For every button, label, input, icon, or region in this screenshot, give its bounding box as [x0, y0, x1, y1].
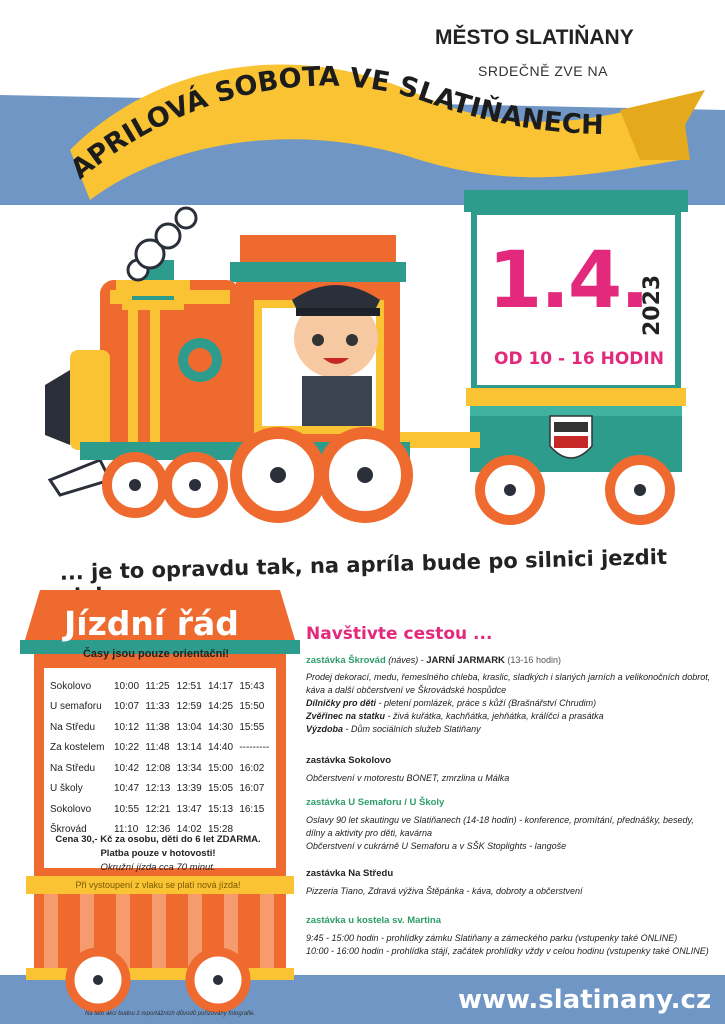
timetable-note: Časy jsou pouze orientační! — [82, 648, 230, 660]
departure-time: 13:04 — [176, 721, 202, 733]
departure-time: 11:33 — [145, 701, 170, 713]
city-name: MĚSTO SLATIŇANY — [435, 26, 634, 49]
boy-conductor-icon — [292, 285, 380, 426]
departure-time: 15:55 — [239, 721, 265, 733]
timetable-table — [48, 676, 274, 840]
timetable-row — [48, 676, 274, 697]
timetable-row — [48, 758, 274, 779]
departure-time: 12:36 — [145, 824, 171, 836]
timetable-row — [48, 738, 274, 759]
stop-name: U školy — [50, 783, 83, 795]
timetable-row — [48, 717, 274, 738]
stop-title: zastávka u kostela sv. Martina — [306, 915, 441, 926]
departure-time: 12:08 — [145, 762, 171, 774]
departure-time: 14:30 — [207, 721, 234, 733]
stop-title: zastávka Škrovád — [306, 655, 386, 666]
stop-na-stredu: zastávka Na Středu Pizzeria Tiano, Zdravá výživa Štěpánka - káva, dobroty a občerstvení — [306, 867, 711, 898]
departure-time: 13:47 — [176, 803, 202, 815]
website-link[interactable]: www.slatinany.cz — [458, 985, 712, 1015]
visit-heading: Navštivte cestou ... — [306, 624, 493, 644]
departure-time: 12:51 — [176, 680, 202, 692]
tagline: ... je to opravdu tak, na apríla bude po silnici jezdit — [59, 544, 668, 585]
town-crest-icon — [550, 416, 592, 458]
departure-time: 14:17 — [207, 680, 234, 692]
stop-sokolovo: zastávka Sokolovo Občerstvení v motorestu BONET, zmrzlina u Málka — [306, 754, 711, 785]
stop-name: U semaforu — [50, 701, 102, 713]
stop-name: Sokolovo — [50, 803, 92, 815]
departure-time: 10:42 — [114, 762, 140, 774]
departure-time: 15:00 — [207, 762, 234, 774]
departure-time: 10:47 — [114, 783, 140, 795]
departure-time: 14:40 — [207, 742, 234, 754]
price-info: Cena 30,- Kč za osobu, děti do 6 let ZDARMA. — [55, 834, 261, 845]
departure-time: 10:22 — [114, 742, 140, 754]
departure-time: --------- — [239, 742, 270, 754]
timetable-row — [48, 779, 274, 800]
event-year: 2023 — [640, 274, 665, 336]
timetable-warning: Při vystoupení z vlaku se platí nová jízda! — [75, 880, 241, 890]
invite-text: SRDEČNĚ ZVE NA — [478, 63, 608, 79]
departure-time: 12:13 — [145, 783, 171, 795]
departure-time: 11:25 — [145, 680, 170, 692]
stop-kostel: zastávka u kostela sv. Martina 9:45 - 15:00 hodin - prohlídky zámku Slatiňany a zámeckého parku (vstupenky také ONLINE) 10:00 - 16:00 hodin - prohlídka stájí, začátek prohlídky vždy v celou hodinu (vstupenky také ONLINE) — [306, 914, 711, 958]
event-hours: OD 10 - 16 HODIN — [494, 349, 664, 369]
departure-time: 13:34 — [176, 762, 202, 774]
timetable-title: Jízdní řád — [64, 604, 239, 643]
stop-skrovad: zastávka Škrovád (náves) - JARNÍ JARMARK (13-16 hodin) Prodej dekorací, medu, řemeslného chleba, kraslic, sladkých i slaných jarních a velikonočních dobrot, káva a další občerstvení ve Škrovádské hospůdce Dílničky pro děti - pletení pomlázek, práce s kůží (Brašnářství Chrudim) Zvěřinec na statku - živá kuřátka, kachňátka, jehňátka, králíčci a prasátka Výzdoba - Dům sociálních služeb Slatiňany — [306, 655, 711, 734]
departure-time: 10:07 — [114, 701, 140, 713]
stop-name: Na Středu — [50, 762, 96, 774]
stop-name: Škrovád — [50, 824, 87, 836]
event-date: 1.4. — [488, 236, 648, 326]
stop-title: zastávka Sokolovo — [306, 755, 392, 766]
departure-time: 10:55 — [114, 803, 140, 815]
departure-time: 13:39 — [176, 783, 202, 795]
cash-info: Platba pouze v hotovosti! — [100, 848, 216, 859]
departure-time: 15:05 — [207, 783, 234, 795]
departure-time: 16:02 — [239, 762, 265, 774]
departure-time: 15:28 — [207, 824, 234, 836]
departure-time: 15:43 — [239, 680, 265, 692]
stop-name: Za kostelem — [50, 742, 105, 754]
departure-time: 15:50 — [239, 701, 265, 713]
departure-time: 11:38 — [145, 721, 170, 733]
departure-time: 16:07 — [239, 783, 265, 795]
photo-note: Na této akci budou z reportážních důvodů pořizovány fotografie. — [84, 1011, 256, 1017]
timetable-row — [48, 697, 274, 718]
departure-time: 16:15 — [239, 803, 265, 815]
stop-name: Sokolovo — [50, 680, 92, 692]
departure-time: 10:12 — [114, 721, 140, 733]
stop-title: zastávka U Semaforu / U Školy — [306, 797, 445, 808]
departure-time: 12:21 — [145, 803, 171, 815]
departure-time: 12:59 — [176, 701, 202, 713]
timetable-footer — [36, 833, 280, 875]
duration-info: Okružní jízda cca 70 minut. — [100, 862, 216, 873]
stop-title: zastávka Na Středu — [306, 868, 394, 879]
stop-name: Na Středu — [50, 721, 96, 733]
departure-time: 14:25 — [207, 701, 234, 713]
departure-time: 11:10 — [114, 824, 139, 836]
departure-time: 14:02 — [176, 824, 202, 836]
departure-time: 13:14 — [176, 742, 202, 754]
departure-time: 11:48 — [145, 742, 170, 754]
svg-text:APRILOVÁ SOBOTA VE SLATIŇANECH: APRILOVÁ SOBOTA VE SLATIŇANECH — [64, 61, 605, 186]
timetable-row — [48, 799, 274, 820]
departure-time: 10:00 — [114, 680, 140, 692]
departure-time: 15:13 — [207, 803, 234, 815]
stop-semaforu: zastávka U Semaforu / U Školy Oslavy 90 let skautingu ve Slatiňanech (14-18 hodin) - konference, promítání, přednášky, besedy, dílny a aktivity pro děti, kavárna Občerstvení v cukrárně U Semaforu a v SŠK Stoplights - langoše — [306, 796, 711, 853]
